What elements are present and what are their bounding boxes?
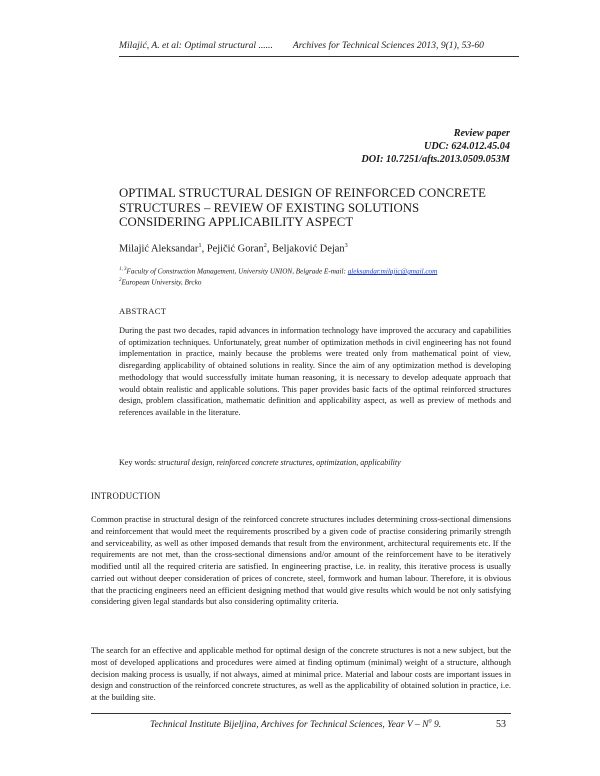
body-paragraph: Common practise in structural design of the reinforced concrete structures includes determining cross-sectional dimensions and reinforcement that would meet the requirements proscribed by a given code of practise considering primarily strength and serviceability, as well as other imposed demands that result from the environment, architectural requirements etc. If the requirements are not met, than the cross-sectional dimensions and/or amount of the reinforcement have to be iteratively modified until all the required criteria are satisfied. In engineering practise, i.e. in reality, this iterative process is usually carried out without deeper consideration of prices of concrete, steel, formwork and human labour. Therefore, it is obvious that the practicing engineers need an efficient designing method that would give results which would be not only satisfying considering given legal standards but also considering optimality criteria. (91, 514, 511, 607)
article-meta (361, 127, 510, 166)
udc-code: UDC: 624.012.45.04 (423, 141, 510, 152)
author-name: Milajić Aleksandar (119, 243, 199, 255)
page-footer: Technical Institute Bijeljina, Archives for Technical Sciences, Year V – $N^0$ 9. (150, 719, 442, 731)
affiliation-2: $^2$European University, Brcko (119, 278, 202, 287)
doi: DOI: 10.7251/afts.2013.0509.053M (361, 154, 510, 165)
keywords-label: Key words: (119, 458, 159, 467)
author-list: Milajić Aleksandar$^1$, Pejičić Goran$^2$, Beljaković Dejan$^3$ (119, 242, 348, 255)
affiliations (119, 265, 539, 288)
title-line: STRUCTURES – REVIEW OF EXISTING SOLUTIONS (119, 200, 420, 215)
header-rule (119, 56, 519, 57)
author-name: Beljaković Dejan (272, 243, 345, 255)
affiliation-1: $^{1, 3}$Faculty of Construction Management, University UNION, Belgrade E-mail: aleksandar.milajic@gmail.com (119, 267, 438, 276)
running-header-left: Milajić, A. et al: Optimal structural ...... (119, 40, 273, 51)
paper-type: Review paper (453, 128, 510, 139)
page-number: 53 (496, 719, 506, 730)
author-sup: 3 (344, 242, 348, 249)
keywords (119, 458, 401, 467)
running-header-right: Archives for Technical Sciences 2013, 9(1), 53-60 (292, 40, 484, 51)
running-header (119, 40, 519, 51)
body-paragraph: The search for an effective and applicable method for optimal design of the concrete structures is not a new subject, but the most of developed applications and procedures were aimed at finding optimum (minimal) weight of a structure, although decision making process is usually, if not always, aimed at minimal price. Material and labour costs are important issues in design and construction of the reinforced concrete structures, as well as the applicability of obtained solution in practice, i.e. at the building site. (91, 645, 511, 702)
title-line: CONSIDERING APPLICABILITY ASPECT (119, 215, 354, 230)
email-link[interactable]: aleksandar.milajic@gmail.com (347, 267, 438, 276)
author-name: Pejičić Goran (206, 243, 264, 255)
author-sup: 2 (263, 242, 267, 249)
introduction-heading: INTRODUCTION (91, 491, 161, 501)
paper-title (119, 186, 519, 230)
footer-rule (91, 713, 511, 714)
keywords-list: structural design, reinforced concrete structures, optimization, applicability (158, 458, 401, 467)
title-line: OPTIMAL STRUCTURAL DESIGN OF REINFORCED CONCRETE (119, 186, 486, 200)
abstract-heading: ABSTRACT (119, 306, 167, 316)
author-sup: 1 (198, 242, 202, 249)
abstract-text: During the past two decades, rapid advances in information technology have improved the accuracy and capabilities of optimization techniques. Unfortunately, great number of optimization methods in civil engineering has not found implementation in practice, mainly because the problems were treated only from mathematical point of view, disregarding applicability of obtained solutions in reality. Since the aim of any optimization method is developing methodology that would successfully imitate human reasoning, it is necessary to develop adequate approach that would obtain realistic and applicable solutions. This paper provides basic facts of the optimal reinforced structures design, problem classification, mathematic definition and applicability aspect, as well as preview of methods and references available in the literature. (119, 326, 511, 417)
